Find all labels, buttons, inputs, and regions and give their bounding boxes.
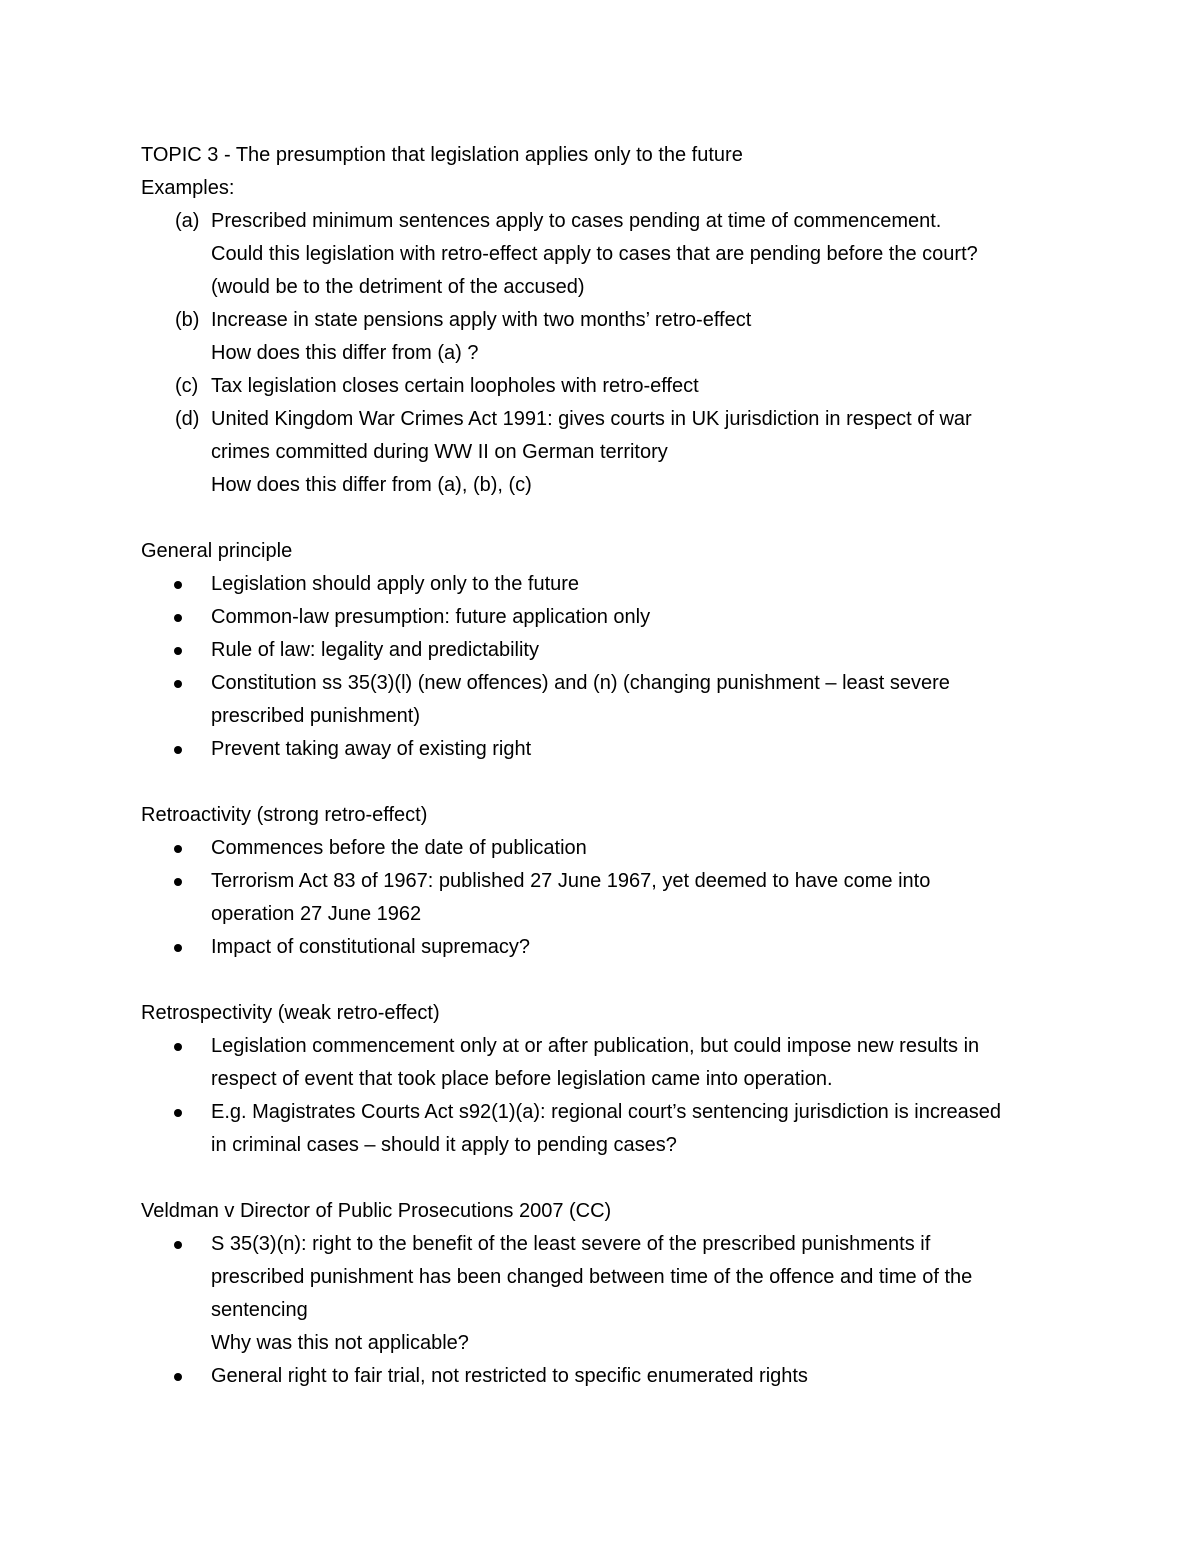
list-item (141, 601, 1071, 634)
general-principle-list (141, 568, 1071, 766)
example-text: How does this differ from (a) ? (211, 342, 479, 364)
list-item-text: in criminal cases – should it apply to pending cases? (211, 1134, 677, 1156)
example-marker: (d) (175, 408, 200, 430)
example-text: Increase in state pensions apply with two months’ retro-effect (211, 309, 752, 331)
list-item (141, 1360, 1071, 1393)
bullet-icon (141, 568, 211, 589)
list-item-text: S 35(3)(n): right to the benefit of the least severe of the prescribed punishments if (211, 1233, 931, 1255)
list-item-text: Rule of law: legality and predictability (211, 639, 539, 661)
document-title: TOPIC 3 - The presumption that legislation applies only to the future (141, 144, 743, 166)
bullet-icon (141, 931, 211, 952)
section-spacer (141, 766, 1071, 799)
section-spacer (141, 502, 1071, 535)
general-principle-heading: General principle (141, 540, 293, 562)
bullet-icon (141, 634, 211, 655)
list-item-text: respect of event that took place before legislation came into operation. (211, 1068, 833, 1090)
list-item (141, 1228, 1071, 1360)
list-item-text: prescribed punishment has been changed between time of the offence and time of the (211, 1266, 973, 1288)
example-marker: (a) (175, 210, 200, 232)
list-item-text: operation 27 June 1962 (211, 903, 422, 925)
list-item-text: Common-law presumption: future application only (211, 606, 651, 628)
bullet-icon (141, 1030, 211, 1051)
example-item-b (141, 304, 1071, 370)
example-text: Prescribed minimum sentences apply to cases pending at time of commencement. (211, 210, 942, 232)
bullet-icon (141, 865, 211, 886)
example-text: (would be to the detriment of the accused) (211, 276, 585, 298)
list-item (141, 1096, 1071, 1162)
list-item (141, 1030, 1071, 1096)
example-text: How does this differ from (a), (b), (c) (211, 474, 532, 496)
bullet-icon (141, 1096, 211, 1117)
section-spacer (141, 1162, 1071, 1195)
bullet-icon (141, 601, 211, 622)
list-item (141, 931, 1071, 964)
retrospectivity-list (141, 1030, 1071, 1162)
retroactivity-list (141, 832, 1071, 964)
list-item (141, 667, 1071, 733)
retroactivity-heading: Retroactivity (strong retro-effect) (141, 804, 428, 826)
example-text: Tax legislation closes certain loopholes with retro-effect (211, 375, 699, 397)
example-item-d (141, 403, 1071, 502)
list-item-text: prescribed punishment) (211, 705, 420, 727)
example-marker: (c) (175, 375, 199, 397)
examples-list (141, 205, 1071, 502)
example-text: Could this legislation with retro-effect apply to cases that are pending before the court? (211, 243, 978, 265)
example-item-c (141, 370, 1071, 403)
list-item-text: Legislation commencement only at or after publication, but could impose new results in (211, 1035, 980, 1057)
section-spacer (141, 964, 1071, 997)
document-page (141, 139, 1071, 1393)
list-item (141, 568, 1071, 601)
example-marker: (b) (175, 309, 200, 331)
list-item-text: Why was this not applicable? (211, 1332, 469, 1354)
list-item (141, 634, 1071, 667)
example-text: United Kingdom War Crimes Act 1991: gives courts in UK jurisdiction in respect of war (211, 408, 972, 430)
example-text: crimes committed during WW II on German territory (211, 441, 668, 463)
example-item-a (141, 205, 1071, 304)
bullet-icon (141, 1228, 211, 1249)
bullet-icon (141, 1360, 211, 1381)
list-item (141, 733, 1071, 766)
list-item-text: General right to fair trial, not restricted to specific enumerated rights (211, 1365, 808, 1387)
bullet-icon (141, 733, 211, 754)
veldman-list (141, 1228, 1071, 1393)
list-item-text: sentencing (211, 1299, 308, 1321)
list-item-text: Prevent taking away of existing right (211, 738, 532, 760)
bullet-icon (141, 832, 211, 853)
list-item-text: Terrorism Act 83 of 1967: published 27 June 1967, yet deemed to have come into (211, 870, 931, 892)
examples-heading: Examples: (141, 177, 235, 199)
retrospectivity-heading: Retrospectivity (weak retro-effect) (141, 1002, 440, 1024)
list-item-text: Legislation should apply only to the future (211, 573, 580, 595)
bullet-icon (141, 667, 211, 688)
veldman-heading: Veldman v Director of Public Prosecutions 2007 (CC) (141, 1200, 612, 1222)
list-item (141, 832, 1071, 865)
list-item-text: Commences before the date of publication (211, 837, 587, 859)
list-item (141, 865, 1071, 931)
list-item-text: Constitution ss 35(3)(l) (new offences) and (n) (changing punishment – least severe (211, 672, 950, 694)
list-item-text: E.g. Magistrates Courts Act s92(1)(a): regional court’s sentencing jurisdiction is increased (211, 1101, 1001, 1123)
list-item-text: Impact of constitutional supremacy? (211, 936, 531, 958)
